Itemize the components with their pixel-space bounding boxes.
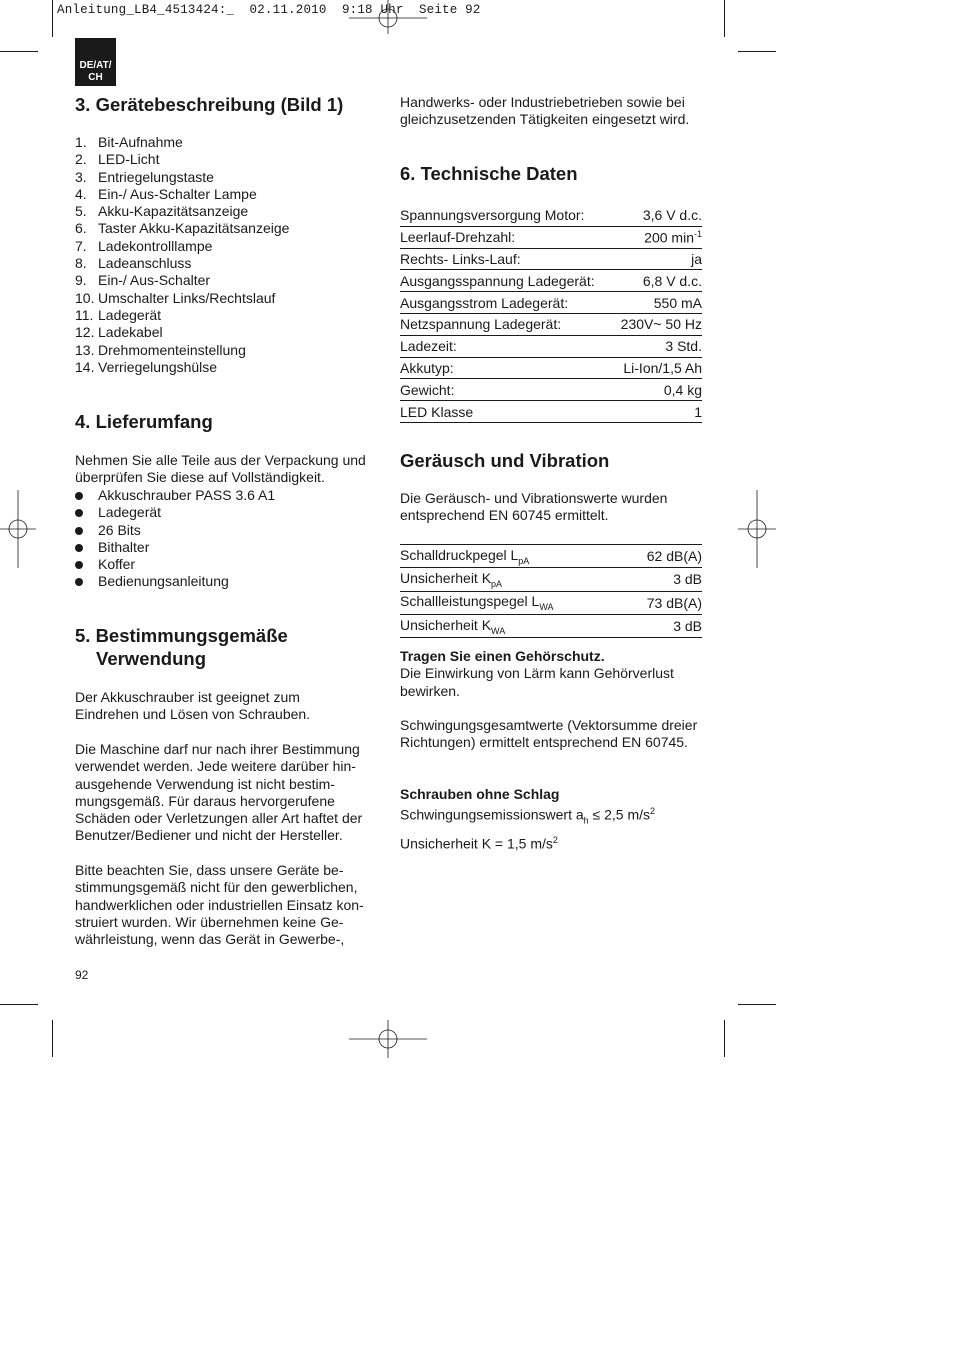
uncertainty-sup: 2	[552, 835, 558, 846]
list-item	[75, 342, 289, 359]
emission-label: Schwingungsemissionswert a	[400, 806, 584, 823]
spec-label: Akkutyp:	[400, 357, 613, 379]
item-label: Entriegelungstaste	[98, 168, 214, 185]
list-item: 26 Bits	[75, 522, 275, 539]
noise-label-text: Unsicherheit K	[400, 616, 492, 633]
noise-label	[400, 591, 622, 614]
list-item	[75, 151, 289, 168]
table-row	[400, 313, 702, 335]
noise-value: 3 dB	[622, 568, 702, 591]
section-6-title: 6. Technische Daten	[400, 163, 578, 184]
spec-value-text: 6,8 V d.c.	[642, 272, 702, 289]
uncertainty-label: Unsicherheit K = 1,5 m/s	[400, 835, 553, 852]
spec-value-text: 550 mA	[653, 294, 702, 311]
item-label: Bit-Aufnahme	[98, 134, 183, 150]
item-number: 11.	[75, 306, 94, 323]
table-row	[400, 591, 702, 614]
hearing-warning	[400, 648, 705, 700]
noise-label-text: Schalldruckpegel L	[400, 546, 519, 563]
table-row	[400, 545, 702, 568]
spec-value	[613, 226, 702, 248]
section-3-title: 3. Gerätebeschreibung (Bild 1)	[75, 94, 344, 115]
item-number: 13.	[75, 341, 95, 358]
spec-label: Ladezeit:	[400, 335, 613, 357]
spec-value	[613, 335, 702, 357]
vibration-text: Schwingungsgesamtwerte (Vektorsumme dreier Richtungen) ermittelt entsprechend EN 60745.	[400, 717, 698, 751]
table-row	[400, 205, 702, 226]
noise-label-text: Schallleistungspegel L	[400, 593, 540, 610]
spec-value	[613, 205, 702, 226]
item-label: LED-Licht	[98, 151, 160, 168]
table-row	[400, 292, 702, 314]
crop-mark	[52, 1020, 53, 1057]
spec-value-text: Li-Ion/1,5 Ah	[623, 359, 702, 376]
item-label: Umschalter Links/Rechtslauf	[98, 289, 276, 306]
crop-mark	[52, 0, 53, 37]
section-5-paragraph: Die Maschine darf nur nach ihrer Bestimmung verwendet werden. Jede weitere darüber hin-ausgehende Verwendung ist nicht bestim-mungsgemäß. Für daraus hervorgerufene Schäden oder Verletzungen aller Art haftet der Benutzer/Bediener und nicht der Hersteller.	[75, 741, 363, 844]
noise-title: Geräusch und Vibration	[400, 450, 610, 471]
noise-label	[400, 568, 622, 591]
language-badge	[75, 38, 116, 86]
spec-label: Netzspannung Ladegerät:	[400, 313, 613, 335]
spec-value	[613, 248, 702, 270]
spec-label: LED Klasse	[400, 401, 613, 423]
spec-value-text: 3 Std.	[665, 338, 702, 355]
list-item	[75, 220, 289, 237]
parts-list	[75, 134, 289, 376]
noise-value: 3 dB	[622, 614, 702, 637]
spec-value-sup: -1	[693, 228, 702, 239]
item-number: 1.	[75, 134, 87, 150]
table-row	[400, 568, 702, 591]
noise-label-sub: WA	[491, 625, 506, 636]
item-label: Akku-Kapazitätsanzeige	[98, 203, 249, 220]
section-5-continuation: Handwerks- oder Industriebetrieben sowie bei gleichzusetzenden Tätigkeiten eingesetzt wird.	[400, 94, 690, 128]
spec-value-text: 230V~ 50 Hz	[620, 316, 702, 333]
item-number: 4.	[75, 185, 87, 202]
spec-label: Gewicht:	[400, 379, 613, 401]
print-header: Anleitung_LB4_4513424:_ 02.11.2010 9:18 Uhr Seite 92	[57, 3, 481, 17]
list-item: Bithalter	[75, 539, 275, 556]
item-number: 12.	[75, 324, 95, 341]
noise-label	[400, 545, 622, 568]
section-5-paragraph: Der Akkuschrauber ist geeignet zum Eindrehen und Lösen von Schrauben.	[75, 689, 311, 723]
item-number: 10.	[75, 289, 95, 306]
registration-mark-right	[738, 490, 776, 568]
section-5-title-line: 5. Bestimmungsgemäße	[75, 625, 288, 646]
item-label: Ein-/ Aus-Schalter Lampe	[98, 185, 257, 202]
noise-value: 62 dB(A)	[622, 545, 702, 568]
delivery-list	[75, 487, 275, 591]
emission-sub: h	[583, 815, 589, 826]
spec-label: Spannungsversorgung Motor:	[400, 205, 613, 226]
table-row	[400, 401, 702, 423]
item-label: Ladekabel	[98, 324, 163, 341]
list-item: Bedienungsanleitung	[75, 573, 275, 590]
list-item	[75, 203, 289, 220]
spec-value	[613, 270, 702, 292]
spec-value	[613, 401, 702, 423]
hearing-warning-heading: Tragen Sie einen Gehörschutz.	[400, 648, 605, 664]
uncertainty-value	[400, 832, 705, 853]
noise-table	[400, 544, 702, 638]
list-item	[75, 134, 289, 151]
registration-mark-top	[349, 0, 427, 34]
item-number: 7.	[75, 237, 87, 254]
list-item	[75, 238, 289, 255]
emission-sup: 2	[650, 806, 656, 817]
crop-mark	[724, 0, 725, 37]
list-item	[75, 290, 289, 307]
emission-number: ≤ 2,5 m/s	[588, 806, 651, 823]
noise-intro: Die Geräusch- und Vibrationswerte wurden entsprechend EN 60745 ermittelt.	[400, 490, 668, 524]
spec-value	[613, 313, 702, 335]
item-label: Ladegerät	[98, 306, 162, 323]
table-row	[400, 357, 702, 379]
spec-value	[613, 292, 702, 314]
table-row	[400, 270, 702, 292]
section-4-title: 4. Lieferumfang	[75, 411, 213, 432]
table-row	[400, 335, 702, 357]
list-item	[75, 169, 289, 186]
spec-label: Ausgangsstrom Ladegerät:	[400, 292, 613, 314]
crop-mark	[0, 51, 38, 52]
list-item: Ladegerät	[75, 504, 275, 521]
section-5-title-line: Verwendung	[96, 648, 206, 669]
table-row	[400, 226, 702, 248]
section-5-title	[75, 624, 288, 670]
item-label: Taster Akku-Kapazitätsanzeige	[98, 220, 290, 237]
spec-value-text: 3,6 V d.c.	[642, 207, 702, 224]
hearing-warning-text: Die Einwirkung von Lärm kann Gehörverlust bewirken.	[400, 665, 674, 699]
item-label: Ein-/ Aus-Schalter	[98, 272, 211, 289]
spec-label: Rechts- Links-Lauf:	[400, 248, 613, 270]
item-number: 6.	[75, 220, 87, 237]
screw-heading: Schrauben ohne Schlag	[400, 786, 560, 802]
registration-mark-left	[0, 490, 36, 568]
item-label: Ladekontrolllampe	[98, 237, 213, 254]
item-number: 5.	[75, 203, 87, 220]
noise-label-sub: pA	[518, 555, 530, 566]
item-number: 2.	[75, 151, 87, 168]
item-number: 8.	[75, 255, 87, 272]
list-item	[75, 272, 289, 289]
registration-mark-bottom	[349, 1020, 427, 1058]
page-number: 92	[75, 968, 89, 982]
spec-label: Leerlauf-Drehzahl:	[400, 226, 613, 248]
noise-label-sub: WA	[539, 602, 554, 613]
crop-mark	[0, 1004, 38, 1005]
spec-value-text: 200 min	[644, 229, 694, 246]
spec-label: Ausgangsspannung Ladegerät:	[400, 270, 613, 292]
list-item: Koffer	[75, 556, 275, 573]
spec-value	[613, 357, 702, 379]
list-item	[75, 359, 289, 376]
crop-mark	[738, 1004, 776, 1005]
item-number: 14.	[75, 358, 95, 375]
list-item	[75, 307, 289, 324]
badge-line: DE/AT/	[79, 60, 112, 71]
list-item: Akkuschrauber PASS 3.6 A1	[75, 487, 275, 504]
spec-value	[613, 379, 702, 401]
table-row	[400, 248, 702, 270]
spec-value-text: 0,4 kg	[663, 381, 702, 398]
technical-data-table	[400, 205, 702, 423]
noise-value: 73 dB(A)	[622, 591, 702, 614]
vibration-values	[400, 786, 705, 853]
section-4-intro: Nehmen Sie alle Teile aus der Verpackung und überprüfen Sie diese auf Vollständigkeit.	[75, 452, 366, 486]
noise-label-sub: pA	[491, 578, 503, 589]
section-5-paragraph: Bitte beachten Sie, dass unsere Geräte be-stimmungsgemäß nicht für den gewerblichen, handwerklichen oder industriellen Einsatz kon-struiert wurden. Wir übernehmen keine Ge-währleistung, wenn das Gerät in Gewerbe-,	[75, 862, 364, 948]
badge-line: CH	[88, 72, 103, 83]
spec-value-text: 1	[694, 403, 702, 420]
item-label: Drehmomenteinstellung	[98, 341, 246, 358]
crop-mark	[724, 1020, 725, 1057]
item-label: Ladeanschluss	[98, 255, 192, 272]
emission-value	[400, 803, 705, 830]
noise-label-text: Unsicherheit K	[400, 570, 492, 587]
table-row	[400, 614, 702, 637]
item-label: Verriegelungshülse	[98, 358, 218, 375]
list-item	[75, 255, 289, 272]
item-number: 3.	[75, 168, 87, 185]
item-number: 9.	[75, 272, 87, 289]
noise-label	[400, 614, 622, 637]
table-row	[400, 379, 702, 401]
crop-mark	[738, 51, 776, 52]
spec-value-text: ja	[691, 250, 702, 267]
list-item	[75, 324, 289, 341]
list-item	[75, 186, 289, 203]
